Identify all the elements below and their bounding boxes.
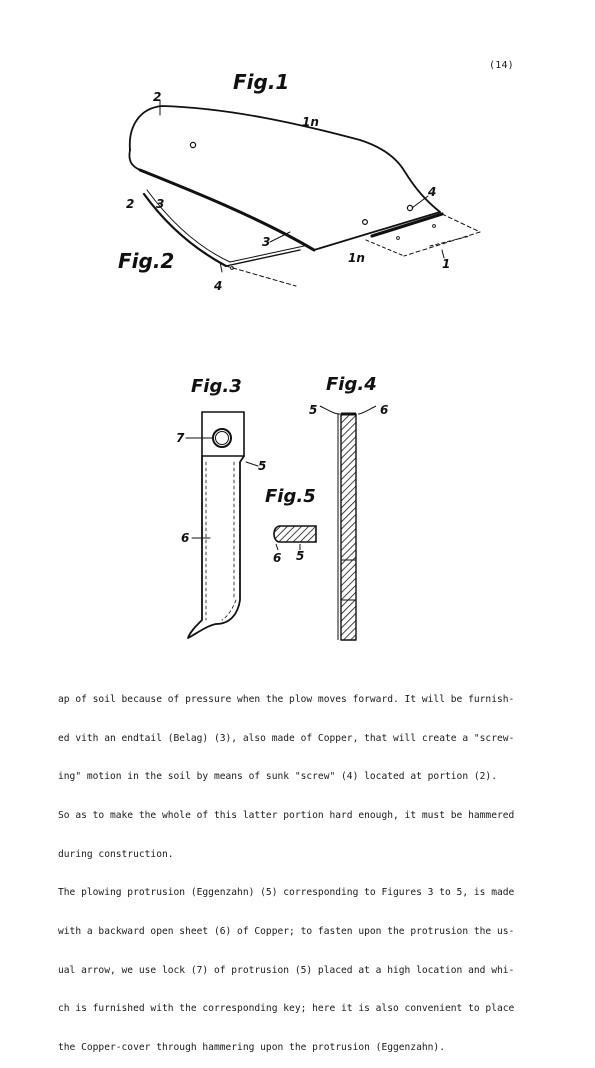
text-line: So as to make the whole of this latter portion hard enough, it must be hammered xyxy=(58,809,515,821)
fig2-label-2: 2 xyxy=(126,197,135,211)
text-line: ch is furnished with the corresponding key; here it is also convenient to place xyxy=(58,1003,515,1015)
text-line: ual arrow, we use lock (7) of protrusion (5) placed at a high location and whi- xyxy=(58,964,515,976)
body-text xyxy=(58,668,544,1068)
fig5-title: Fig.5 xyxy=(265,486,316,507)
fig1-label-2: 2 xyxy=(153,90,162,104)
fig1-label-1n-lower: 1n xyxy=(348,251,365,265)
text-line: The plowing protrusion (Eggenzahn) (5) corresponding to Figures 3 to 5, is made xyxy=(58,887,515,899)
fig4-drawing xyxy=(320,406,376,640)
fig3-title: Fig.3 xyxy=(191,376,242,397)
text-line: ing" motion in the soil by means of sunk "screw" (4) located at portion (2). xyxy=(58,771,497,783)
text-line: ed vith an endtail (Belag) (3), also made of Copper, that will create a "screw- xyxy=(58,732,515,744)
fig2-title: Fig.2 xyxy=(118,249,175,273)
fig3-label-6: 6 xyxy=(181,531,190,545)
fig3-label-5: 5 xyxy=(258,459,267,473)
fig1-label-1: 1 xyxy=(442,257,451,271)
fig4-title: Fig.4 xyxy=(326,374,377,395)
fig1-label-4: 4 xyxy=(428,185,437,199)
text-line: with a backward open sheet (6) of Copper; to fasten upon the protrusion the us- xyxy=(58,926,515,938)
fig1-label-1n: 1n xyxy=(302,115,319,129)
fig3-label-7: 7 xyxy=(176,431,185,445)
fig5-label-6: 6 xyxy=(273,551,282,565)
text-line: during construction. xyxy=(58,848,174,860)
page-number: (14) xyxy=(489,60,514,71)
fig1-label-3: 3 xyxy=(262,235,271,249)
fig2-label-3: 3 xyxy=(156,197,165,211)
text-line: the Copper-cover through hammering upon the protrusion (Eggenzahn). xyxy=(58,1042,445,1054)
fig5-drawing xyxy=(274,526,316,550)
fig4-label-5: 5 xyxy=(309,403,318,417)
text-line: ap of soil because of pressure when the plow moves forward. It will be furnish- xyxy=(58,693,515,705)
fig3-drawing xyxy=(186,412,258,638)
fig5-label-5: 5 xyxy=(296,549,305,563)
fig1-title: Fig.1 xyxy=(233,70,290,94)
fig2-label-4: 4 xyxy=(214,279,223,293)
fig4-label-6: 6 xyxy=(380,403,389,417)
